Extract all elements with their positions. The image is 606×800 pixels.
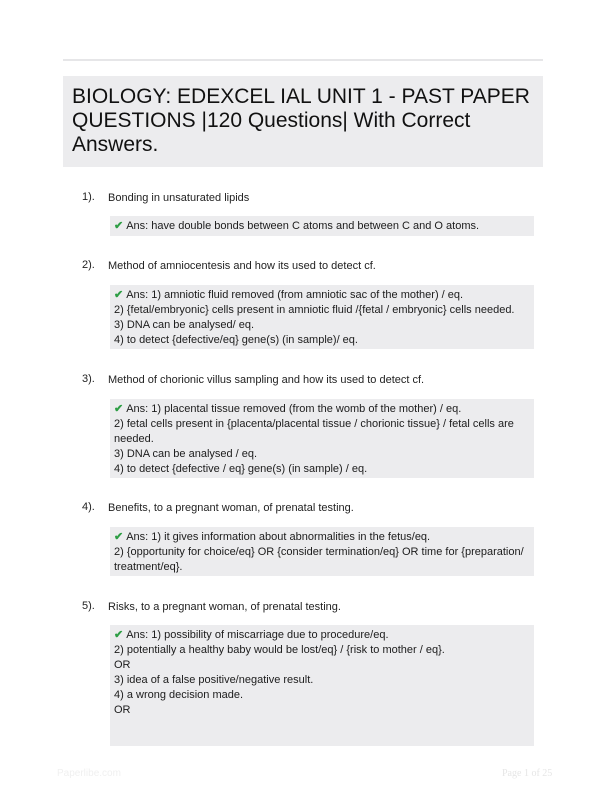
answer-line: 2) {fetal/embryonic} cells present in amniotic fluid /{fetal / embryonic} cells needed. [114,304,515,316]
document-title: BIOLOGY: EDEXCEL IAL UNIT 1 - PAST PAPER QUESTIONS |120 Questions| With Correct Answers. [72,85,530,156]
page-number: Page 1 of 25 [502,768,553,779]
question-number: 5). [82,600,95,612]
question-number: 3). [82,373,95,385]
question-number: 4). [82,501,95,513]
check-icon: ✔ [114,531,124,543]
answer-line: 2) fetal cells present in {placenta/placental tissue / chorionic tissue} / fetal cells are needed. [114,418,517,445]
question-text: Bonding in unsaturated lipids [108,192,250,204]
question-text: Benefits, to a pregnant woman, of prenatal testing. [108,502,354,514]
answer-box [110,527,534,576]
answer-box [110,216,534,236]
answer-line: 4) to detect {defective/eq} gene(s) (in sample)/ eq. [114,334,358,346]
question-text: Method of amniocentesis and how its used to detect cf. [108,260,376,272]
question-number: 1). [82,191,95,203]
answer-line: Ans: 1) placental tissue removed (from the womb of the mother) / eq. [126,403,462,415]
question-text: Method of chorionic villus sampling and how its used to detect cf. [108,374,425,386]
question-text: Risks, to a pregnant woman, of prenatal testing. [108,601,341,613]
title-box [63,76,543,167]
answer-line: OR [114,659,131,671]
check-icon: ✔ [114,289,124,301]
answer-line: 2) potentially a healthy baby would be lost/eq} / {risk to mother / eq}. [114,644,445,656]
footer-site-watermark: Paperlibe.com [57,768,121,779]
answer-line: 4) a wrong decision made. [114,689,244,701]
check-icon: ✔ [114,220,124,232]
answer-line: Ans: 1) it gives information about abnormalities in the fetus/eq. [126,531,431,543]
answer-line: 3) DNA can be analysed / eq. [114,448,258,460]
answer-line: Ans: 1) amniotic fluid removed (from amniotic sac of the mother) / eq. [126,289,464,301]
check-icon: ✔ [114,629,124,641]
answer-line: 4) to detect {defective / eq} gene(s) (in sample) / eq. [114,463,368,475]
answer-box [110,285,534,349]
answer-line: 3) DNA can be analysed/ eq. [114,319,255,331]
question-number: 2). [82,259,95,271]
top-divider [63,59,543,61]
answer-line: Ans: 1) possibility of miscarriage due to procedure/eq. [126,629,389,641]
answer-line: 3) idea of a false positive/negative result. [114,674,314,686]
answer-box [110,625,534,746]
answer-line: Ans: have double bonds between C atoms and between C and O atoms. [126,220,480,232]
check-icon: ✔ [114,403,124,415]
answer-line: 2) {opportunity for choice/eq} OR {consider termination/eq} OR time for {preparation/ treatment/eq}. [114,546,527,573]
answer-box [110,399,534,478]
answer-line: OR [114,704,131,716]
